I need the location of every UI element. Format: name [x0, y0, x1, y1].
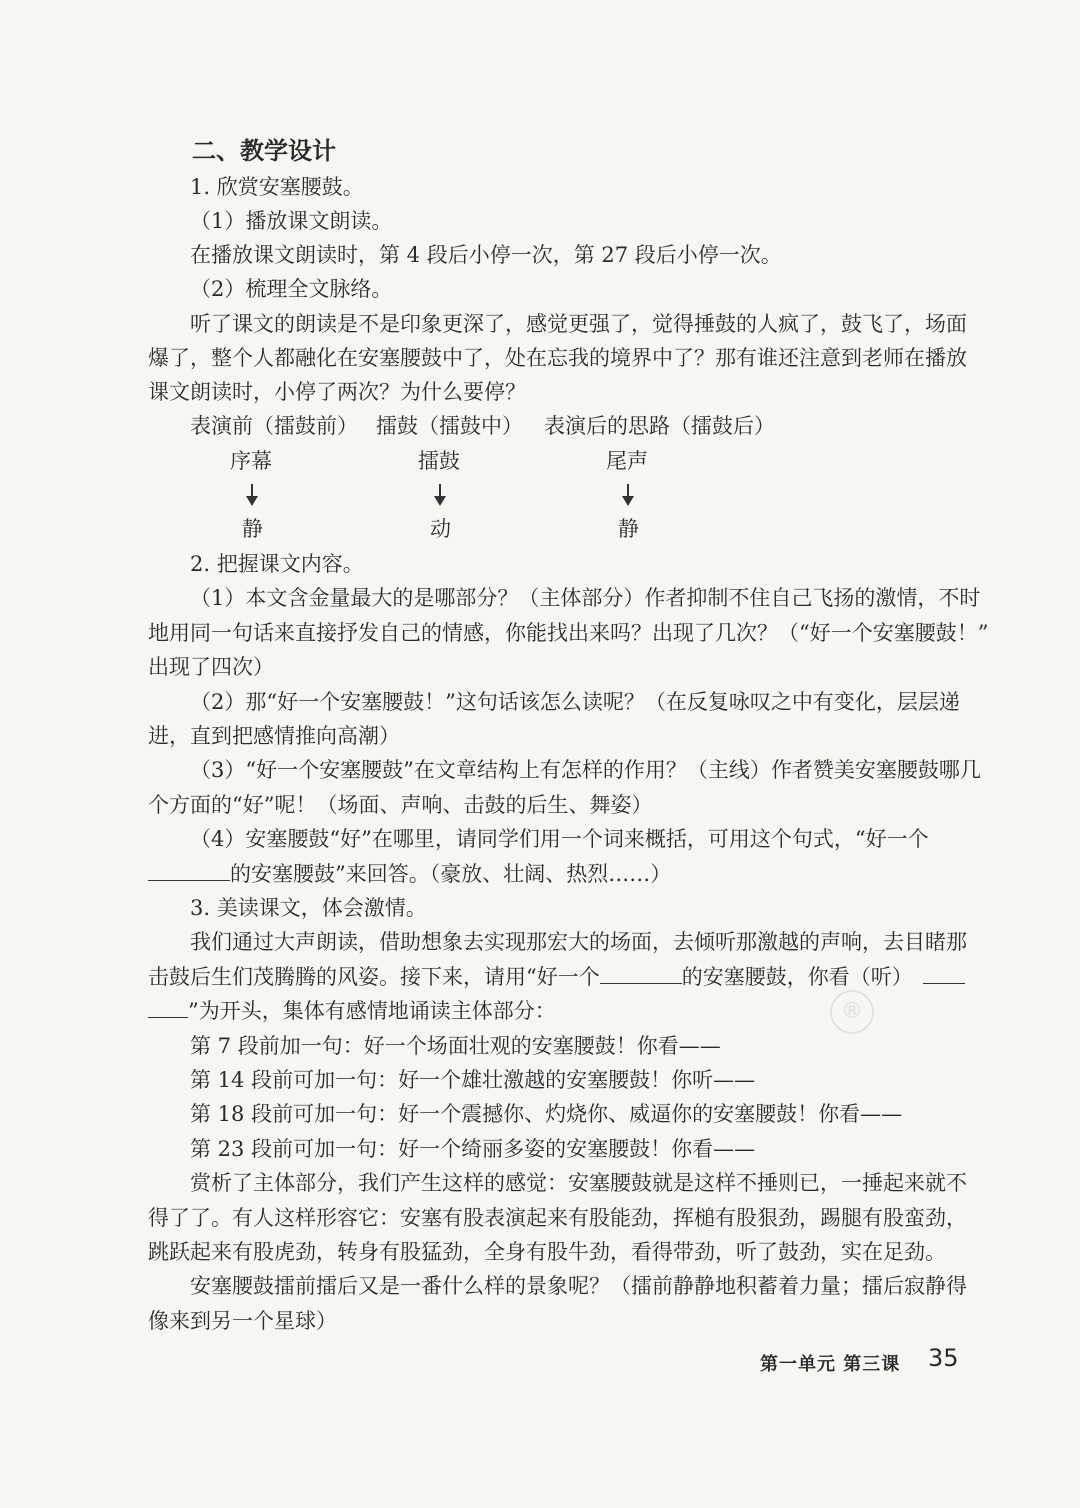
- down-arrow-icon: [439, 484, 441, 498]
- text-line: 得了了。有人这样形容它：安塞有股表演起来有股能劲，挥槌有股狠劲，踢腿有股蛮劲，: [148, 1206, 967, 1230]
- flow-col2-bottom: 动: [430, 517, 451, 541]
- text-line: 我们通过大声朗读，借助想象去实现那宏大的场面，去倾听那激越的声响，去目睹那: [190, 930, 967, 954]
- registered-watermark-icon: ®: [830, 990, 874, 1034]
- fill-in-blank: [923, 965, 965, 984]
- footer-unit-lesson: 第一单元 第三课: [760, 1354, 901, 1375]
- text-line: [148, 960, 965, 994]
- text-line: 1. 欣赏安塞腰鼓。: [190, 175, 364, 199]
- text-line: [148, 994, 556, 1028]
- flow-col3-top: 尾声: [606, 449, 648, 473]
- text-line: （3）“好一个安塞腰鼓”在文章结构上有怎样的作用？（主线）作者赞美安塞腰鼓哪几: [190, 758, 981, 782]
- text-line: 3. 美读课文，体会激情。: [190, 896, 427, 920]
- flow-col2-head: 擂鼓（擂鼓中）: [376, 414, 523, 438]
- fill-in-blank: [148, 862, 230, 881]
- text-line: （2）那“好一个安塞腰鼓！”这句话该怎么读呢？（在反复咏叹之中有变化，层层递: [190, 690, 960, 714]
- text-line: 进，直到把感情推向高潮）: [148, 724, 400, 748]
- text-line: 赏析了主体部分，我们产生这样的感觉：安塞腰鼓就是这样不捶则已，一捶起来就不: [190, 1171, 967, 1195]
- flow-col3-bottom: 静: [618, 517, 639, 541]
- text-line: 第 23 段前可加一句：好一个绮丽多姿的安塞腰鼓！你看——: [190, 1137, 756, 1161]
- text-line: 第 14 段前可加一句：好一个雄壮激越的安塞腰鼓！你听——: [190, 1068, 756, 1092]
- text-line: 出现了四次）: [148, 655, 274, 679]
- text-span: 击鼓后生们茂腾腾的风姿。接下来，请用“好一个: [148, 965, 600, 989]
- fill-in-blank: [148, 999, 188, 1018]
- down-arrow-icon: [627, 484, 629, 498]
- text-line: （1）播放课文朗读。: [190, 209, 393, 233]
- text-span: ”为开头，集体有感情地诵读主体部分：: [188, 999, 556, 1023]
- text-line: 地用同一句话来直接抒发自己的情感，你能找出来吗？出现了几次？（“好一个安塞腰鼓！”: [148, 621, 989, 645]
- section-title: 二、教学设计: [192, 136, 336, 165]
- fill-in-blank: [600, 965, 682, 984]
- text-line: [148, 857, 671, 891]
- text-line: 安塞腰鼓擂前擂后又是一番什么样的景象呢？（擂前静静地积蓄着力量；擂后寂静得: [190, 1274, 967, 1298]
- text-line: 第 7 段前加一句：好一个场面壮观的安塞腰鼓！你看——: [190, 1034, 721, 1058]
- text-line: 像来到另一个星球）: [148, 1309, 337, 1333]
- text-span: 的安塞腰鼓”来回答。（豪放、壮阔、热烈……）: [230, 862, 672, 886]
- text-line: （1）本文含金量最大的是哪部分？（主体部分）作者抑制不住自己飞扬的激情，不时: [190, 586, 981, 610]
- page-number: 35: [928, 1344, 959, 1372]
- text-line: 听了课文的朗读是不是印象更深了，感觉更强了，觉得捶鼓的人疯了，鼓飞了，场面: [190, 312, 967, 336]
- text-line: 跳跃起来有股虎劲，转身有股猛劲，全身有股牛劲，看得带劲，听了鼓劲，实在足劲。: [148, 1240, 946, 1264]
- text-line: （4）安塞腰鼓“好”在哪里，请同学们用一个词来概括，可用这个句式，“好一个: [190, 827, 929, 851]
- down-arrow-icon: [251, 484, 253, 498]
- text-line: 2. 把握课文内容。: [190, 552, 364, 576]
- text-line: 第 18 段前可加一句：好一个震撼你、灼烧你、威逼你的安塞腰鼓！你看——: [190, 1102, 903, 1126]
- text-line: 个方面的“好”呢！（场面、声响、击鼓的后生、舞姿）: [148, 793, 653, 817]
- flow-col1-bottom: 静: [242, 517, 263, 541]
- flow-col3-head: 表演后的思路（擂鼓后）: [544, 414, 775, 438]
- flow-col1-head: 表演前（擂鼓前）: [190, 414, 358, 438]
- text-line: （2）梳理全文脉络。: [190, 277, 393, 301]
- text-span: 的安塞腰鼓，你看（听）: [681, 965, 913, 989]
- text-line: 爆了，整个人都融化在安塞腰鼓中了，处在忘我的境界中了？那有谁还注意到老师在播放: [148, 346, 967, 370]
- flow-col2-top: 擂鼓: [418, 449, 460, 473]
- flow-col1-top: 序幕: [230, 449, 272, 473]
- text-line: 课文朗读时，小停了两次？为什么要停？: [148, 380, 526, 404]
- text-line: 在播放课文朗读时，第 4 段后小停一次，第 27 段后小停一次。: [190, 243, 782, 267]
